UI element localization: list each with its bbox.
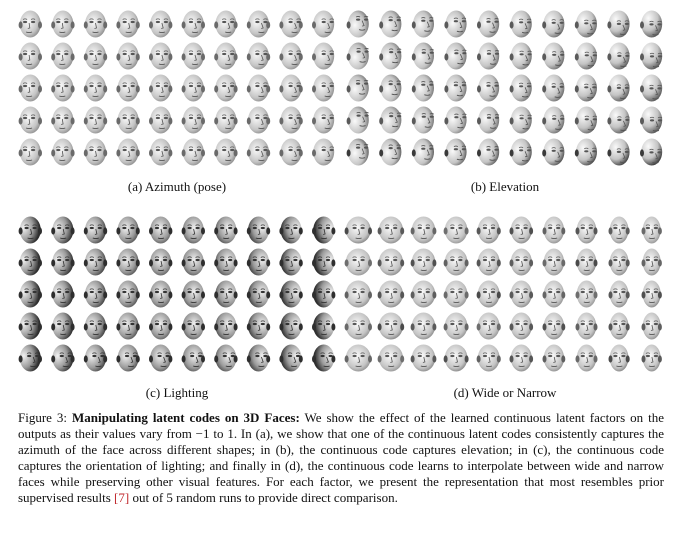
face-thumbnail bbox=[84, 345, 107, 372]
face-grid-wide-narrow bbox=[342, 214, 668, 374]
face-thumbnail bbox=[214, 217, 237, 244]
face-thumbnail bbox=[378, 217, 405, 244]
face-thumbnail bbox=[182, 281, 205, 308]
face-thumbnail bbox=[542, 75, 564, 102]
face-thumbnail bbox=[312, 313, 335, 340]
face-thumbnail bbox=[84, 107, 107, 134]
face-thumbnail bbox=[51, 75, 74, 102]
face-thumbnail bbox=[84, 281, 107, 308]
face-thumbnail bbox=[575, 11, 597, 38]
face-thumbnail bbox=[84, 75, 107, 102]
face-thumbnail bbox=[19, 139, 42, 166]
face-thumbnail bbox=[116, 281, 139, 308]
face-thumbnail bbox=[279, 11, 302, 38]
face-thumbnail bbox=[444, 345, 469, 372]
face-thumbnail bbox=[182, 345, 205, 372]
face-thumbnail bbox=[347, 107, 369, 134]
face-thumbnail bbox=[444, 217, 469, 244]
face-thumbnail bbox=[411, 249, 437, 276]
face-thumbnail bbox=[279, 139, 302, 166]
face-thumbnail bbox=[279, 217, 302, 244]
face-thumbnail bbox=[609, 345, 630, 372]
figure-caption-text-end: out of 5 random runs to provide direct comparison. bbox=[129, 490, 398, 506]
face-thumbnail bbox=[609, 313, 630, 340]
face-thumbnail bbox=[575, 75, 597, 102]
face-thumbnail bbox=[378, 281, 405, 308]
face-thumbnail bbox=[214, 107, 237, 134]
face-thumbnail bbox=[477, 11, 499, 38]
face-thumbnail bbox=[149, 249, 172, 276]
face-thumbnail bbox=[312, 139, 334, 166]
face-thumbnail bbox=[116, 139, 139, 166]
face-thumbnail bbox=[379, 43, 401, 70]
face-thumbnail bbox=[444, 107, 466, 134]
face-grid-wide-narrow-svg bbox=[342, 214, 668, 374]
face-thumbnail bbox=[19, 313, 42, 340]
face-thumbnail bbox=[412, 107, 434, 134]
face-thumbnail bbox=[247, 249, 270, 276]
face-thumbnail bbox=[477, 313, 501, 340]
face-thumbnail bbox=[247, 43, 270, 70]
figure-title: Manipulating latent codes on 3D Faces: bbox=[72, 410, 300, 425]
face-thumbnail bbox=[477, 75, 499, 102]
face-thumbnail bbox=[214, 43, 237, 70]
face-thumbnail bbox=[312, 249, 335, 276]
subcaption-lighting: (c) Lighting bbox=[145, 385, 209, 400]
face-thumbnail bbox=[576, 217, 598, 244]
face-thumbnail bbox=[247, 11, 270, 38]
face-thumbnail bbox=[642, 281, 662, 308]
face-thumbnail bbox=[279, 75, 302, 102]
face-thumbnail bbox=[411, 345, 437, 372]
face-thumbnail bbox=[542, 139, 564, 166]
face-thumbnail bbox=[411, 281, 437, 308]
face-thumbnail bbox=[510, 345, 534, 372]
face-grid-elevation-svg bbox=[342, 8, 668, 168]
face-thumbnail bbox=[84, 249, 107, 276]
face-thumbnail bbox=[19, 43, 42, 70]
face-thumbnail bbox=[214, 11, 237, 38]
face-thumbnail bbox=[247, 313, 270, 340]
face-thumbnail bbox=[379, 107, 401, 134]
face-thumbnail bbox=[84, 139, 107, 166]
face-thumbnail bbox=[477, 43, 499, 70]
face-thumbnail bbox=[312, 11, 334, 38]
face-thumbnail bbox=[607, 75, 629, 102]
face-thumbnail bbox=[51, 249, 74, 276]
face-thumbnail bbox=[345, 249, 372, 276]
face-grid-lighting bbox=[14, 214, 340, 374]
face-thumbnail bbox=[576, 281, 598, 308]
face-thumbnail bbox=[149, 139, 172, 166]
face-thumbnail bbox=[510, 139, 532, 166]
face-grid-elevation bbox=[342, 8, 668, 168]
face-thumbnail bbox=[642, 313, 662, 340]
face-thumbnail bbox=[182, 217, 205, 244]
face-thumbnail bbox=[607, 43, 629, 70]
face-thumbnail bbox=[412, 75, 434, 102]
face-thumbnail bbox=[444, 11, 466, 38]
citation-link[interactable]: [7] bbox=[114, 490, 130, 506]
face-thumbnail bbox=[576, 313, 598, 340]
face-thumbnail bbox=[51, 217, 74, 244]
face-thumbnail bbox=[149, 11, 172, 38]
face-thumbnail bbox=[182, 43, 205, 70]
face-thumbnail bbox=[182, 249, 205, 276]
face-thumbnail bbox=[640, 75, 662, 102]
face-grid-lighting-svg bbox=[14, 214, 340, 374]
face-thumbnail bbox=[214, 75, 237, 102]
face-thumbnail bbox=[214, 249, 237, 276]
face-thumbnail bbox=[214, 139, 237, 166]
face-thumbnail bbox=[182, 75, 205, 102]
face-thumbnail bbox=[51, 313, 74, 340]
face-thumbnail bbox=[84, 313, 107, 340]
face-thumbnail bbox=[347, 43, 369, 70]
face-thumbnail bbox=[510, 75, 532, 102]
face-thumbnail bbox=[379, 11, 401, 38]
figure-label: Figure 3: bbox=[18, 410, 72, 425]
face-thumbnail bbox=[576, 249, 598, 276]
face-thumbnail bbox=[312, 281, 335, 308]
face-thumbnail bbox=[378, 345, 405, 372]
face-thumbnail bbox=[312, 217, 335, 244]
face-thumbnail bbox=[412, 139, 434, 166]
face-thumbnail bbox=[182, 313, 205, 340]
face-thumbnail bbox=[379, 75, 401, 102]
face-thumbnail bbox=[116, 43, 139, 70]
face-thumbnail bbox=[116, 75, 139, 102]
face-thumbnail bbox=[149, 281, 172, 308]
face-thumbnail bbox=[247, 217, 270, 244]
face-thumbnail bbox=[510, 11, 532, 38]
face-thumbnail bbox=[51, 107, 74, 134]
face-thumbnail bbox=[247, 139, 270, 166]
face-thumbnail bbox=[607, 107, 629, 134]
face-thumbnail bbox=[510, 217, 534, 244]
face-thumbnail bbox=[510, 281, 534, 308]
face-thumbnail bbox=[84, 11, 107, 38]
face-thumbnail bbox=[609, 249, 630, 276]
face-thumbnail bbox=[51, 139, 74, 166]
face-thumbnail bbox=[444, 313, 469, 340]
face-thumbnail bbox=[214, 345, 237, 372]
face-thumbnail bbox=[279, 249, 302, 276]
face-thumbnail bbox=[609, 281, 630, 308]
face-thumbnail bbox=[149, 313, 172, 340]
face-thumbnail bbox=[543, 217, 566, 244]
figure-caption-text: We show the effect of the learned continuous latent factors on the outputs as their values vary from −1 to 1. In (a), we show that one of the continuous latent codes consistently captures the azimuth of the face across different shapes; in (b), the continuous code captures elevation; in (c), the continuous code captures the orientation of lighting; and finally in (d), the continuous code learns to interpolate between wide and narrow faces while preserving other visual features. For each factor, we present the representation that most resembles prior supervised results bbox=[18, 410, 664, 506]
face-thumbnail bbox=[477, 139, 499, 166]
face-thumbnail bbox=[149, 217, 172, 244]
face-thumbnail bbox=[444, 249, 469, 276]
face-thumbnail bbox=[247, 107, 270, 134]
face-thumbnail bbox=[575, 43, 597, 70]
face-thumbnail bbox=[214, 281, 237, 308]
face-thumbnail bbox=[510, 43, 532, 70]
face-thumbnail bbox=[345, 281, 372, 308]
face-thumbnail bbox=[149, 75, 172, 102]
face-thumbnail bbox=[345, 313, 372, 340]
face-thumbnail bbox=[542, 11, 564, 38]
face-thumbnail bbox=[444, 75, 466, 102]
face-thumbnail bbox=[51, 43, 74, 70]
face-thumbnail bbox=[411, 217, 437, 244]
face-thumbnail bbox=[182, 139, 205, 166]
face-thumbnail bbox=[19, 345, 42, 372]
face-thumbnail bbox=[149, 345, 172, 372]
face-thumbnail bbox=[19, 249, 42, 276]
face-thumbnail bbox=[575, 139, 597, 166]
face-thumbnail bbox=[477, 281, 501, 308]
face-thumbnail bbox=[510, 313, 534, 340]
face-thumbnail bbox=[510, 107, 532, 134]
face-thumbnail bbox=[576, 345, 598, 372]
face-thumbnail bbox=[84, 43, 107, 70]
face-grid-azimuth-svg bbox=[14, 8, 340, 168]
face-thumbnail bbox=[149, 43, 172, 70]
face-thumbnail bbox=[607, 139, 629, 166]
face-thumbnail bbox=[542, 43, 564, 70]
figure-caption bbox=[18, 410, 664, 507]
face-thumbnail bbox=[642, 217, 662, 244]
face-thumbnail bbox=[247, 345, 270, 372]
face-thumbnail bbox=[116, 313, 139, 340]
face-thumbnail bbox=[642, 345, 662, 372]
face-thumbnail bbox=[642, 249, 662, 276]
face-thumbnail bbox=[312, 107, 334, 134]
face-thumbnail bbox=[477, 345, 501, 372]
face-thumbnail bbox=[182, 107, 205, 134]
face-thumbnail bbox=[345, 345, 372, 372]
face-thumbnail bbox=[444, 139, 466, 166]
face-thumbnail bbox=[379, 139, 401, 166]
face-thumbnail bbox=[279, 43, 302, 70]
face-thumbnail bbox=[116, 11, 139, 38]
face-thumbnail bbox=[640, 139, 662, 166]
face-thumbnail bbox=[543, 281, 566, 308]
face-thumbnail bbox=[19, 107, 42, 134]
face-thumbnail bbox=[477, 107, 499, 134]
face-thumbnail bbox=[412, 11, 434, 38]
subcaption-azimuth: (a) Azimuth (pose) bbox=[127, 179, 227, 194]
face-thumbnail bbox=[444, 281, 469, 308]
face-thumbnail bbox=[345, 217, 372, 244]
face-thumbnail bbox=[411, 313, 437, 340]
face-thumbnail bbox=[312, 75, 334, 102]
face-thumbnail bbox=[116, 345, 139, 372]
face-thumbnail bbox=[510, 249, 534, 276]
face-thumbnail bbox=[116, 249, 139, 276]
face-thumbnail bbox=[19, 217, 42, 244]
face-thumbnail bbox=[116, 217, 139, 244]
face-thumbnail bbox=[347, 139, 369, 166]
face-thumbnail bbox=[19, 281, 42, 308]
face-thumbnail bbox=[477, 249, 501, 276]
face-thumbnail bbox=[247, 281, 270, 308]
face-thumbnail bbox=[214, 313, 237, 340]
face-thumbnail bbox=[149, 107, 172, 134]
face-thumbnail bbox=[51, 345, 74, 372]
face-thumbnail bbox=[477, 217, 501, 244]
face-thumbnail bbox=[247, 75, 270, 102]
face-thumbnail bbox=[51, 281, 74, 308]
face-thumbnail bbox=[543, 313, 566, 340]
face-thumbnail bbox=[19, 11, 42, 38]
face-thumbnail bbox=[378, 313, 405, 340]
face-thumbnail bbox=[543, 249, 566, 276]
face-grid-azimuth bbox=[14, 8, 340, 168]
face-thumbnail bbox=[19, 75, 42, 102]
face-thumbnail bbox=[347, 11, 369, 38]
face-thumbnail bbox=[412, 43, 434, 70]
face-thumbnail bbox=[607, 11, 629, 38]
face-thumbnail bbox=[444, 43, 466, 70]
face-thumbnail bbox=[347, 75, 369, 102]
face-thumbnail bbox=[279, 345, 302, 372]
subcaption-wide-narrow: (d) Wide or Narrow bbox=[453, 385, 557, 400]
face-thumbnail bbox=[279, 281, 302, 308]
face-thumbnail bbox=[312, 43, 334, 70]
face-thumbnail bbox=[543, 345, 566, 372]
face-thumbnail bbox=[182, 11, 205, 38]
face-thumbnail bbox=[279, 313, 302, 340]
face-thumbnail bbox=[84, 217, 107, 244]
face-thumbnail bbox=[640, 107, 662, 134]
face-thumbnail bbox=[116, 107, 139, 134]
face-thumbnail bbox=[609, 217, 630, 244]
face-thumbnail bbox=[279, 107, 302, 134]
subcaption-elevation: (b) Elevation bbox=[470, 179, 540, 194]
face-thumbnail bbox=[640, 11, 662, 38]
face-thumbnail bbox=[378, 249, 405, 276]
face-thumbnail bbox=[640, 43, 662, 70]
face-thumbnail bbox=[51, 11, 74, 38]
face-thumbnail bbox=[312, 345, 335, 372]
face-thumbnail bbox=[575, 107, 597, 134]
face-thumbnail bbox=[542, 107, 564, 134]
